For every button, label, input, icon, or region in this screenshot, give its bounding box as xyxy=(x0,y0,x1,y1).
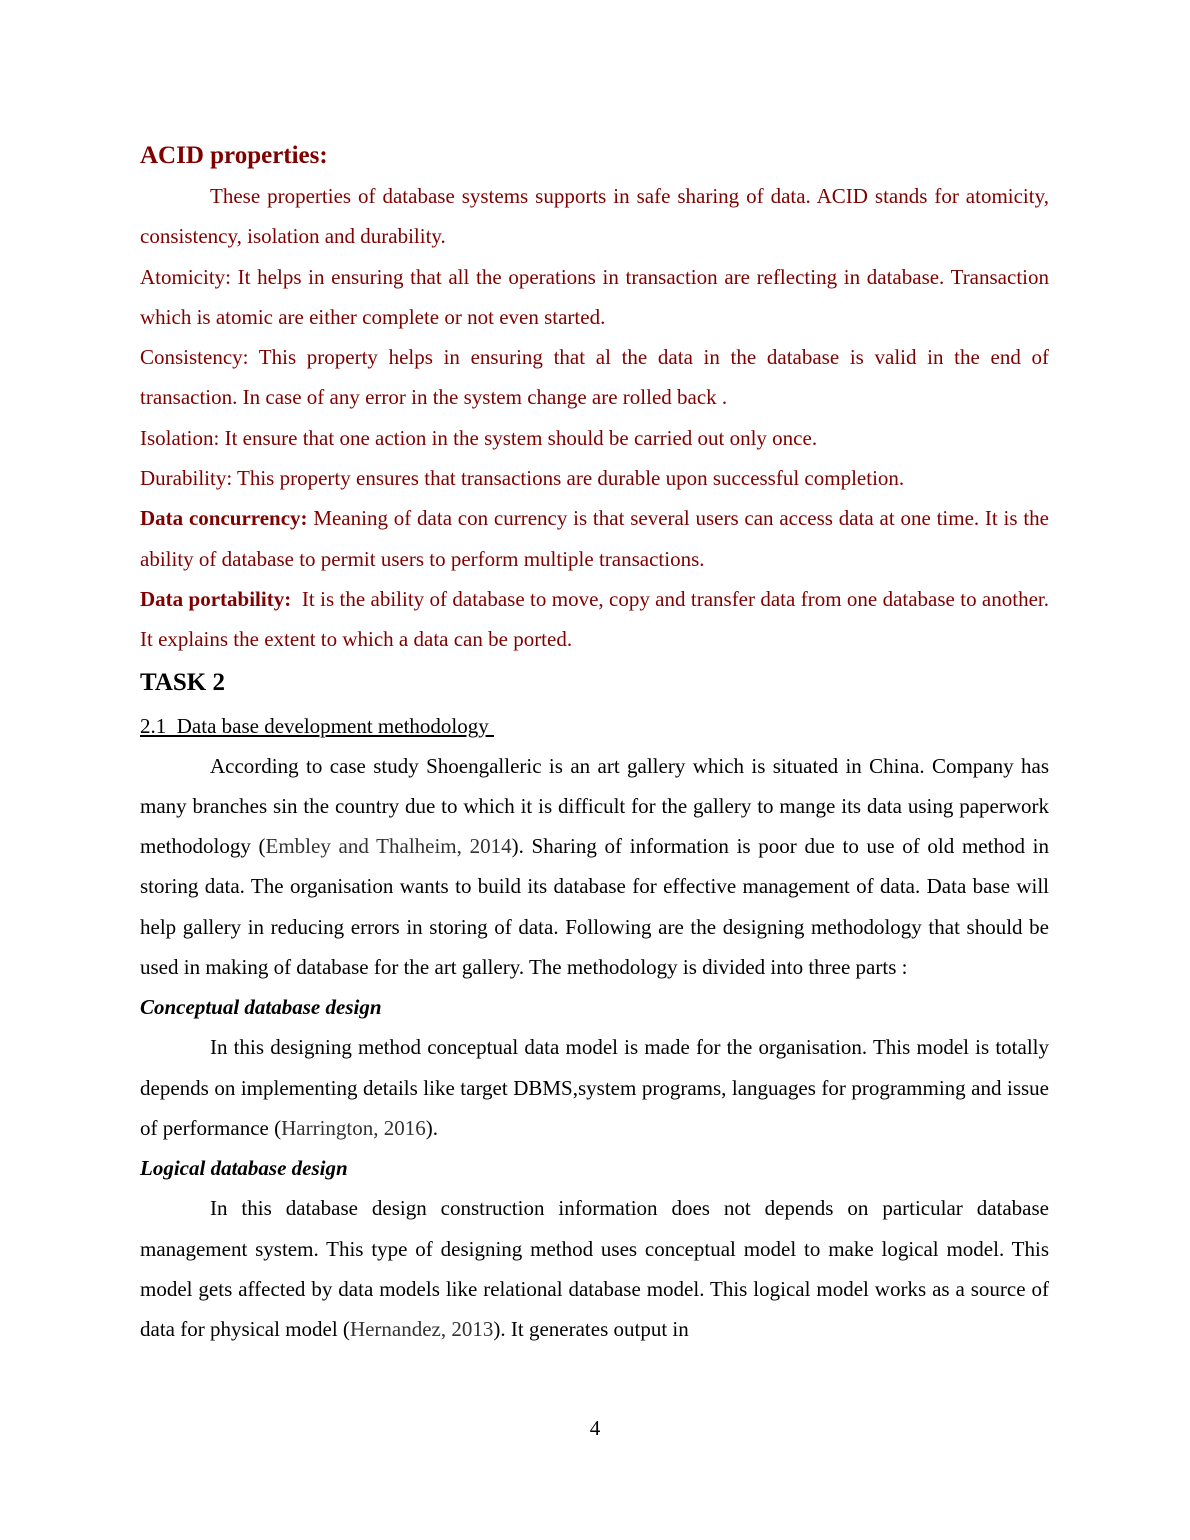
acid-heading: ACID properties: xyxy=(140,142,328,169)
citation-hernandez: Hernandez, 2013 xyxy=(349,1317,494,1342)
task2-heading: TASK 2 xyxy=(140,668,225,696)
conceptual-text-b: ). xyxy=(425,1115,438,1140)
logical-heading: Logical database design xyxy=(140,1156,348,1181)
methodology-subheading-text: 2.1 Data base development methodology xyxy=(140,713,494,738)
case-study-text-a: According to case study Shoengalleric is an art gallery which is situated in China. Company has many branches sin the country due to which it is difficult for the gallery to mange its data using paperwork methodology ( xyxy=(140,753,1049,859)
logical-text-b: ). It generates output in xyxy=(493,1317,689,1342)
logical-text-a: In this database design construction information does not depends on particular database management system. This type of designing method uses conceptual model to make logical model. This model gets affected by data models like relational database model. This logical model works as a source of data for physical model ( xyxy=(140,1196,1049,1342)
case-study-text-b: ). Sharing of information is poor due to use of old method in storing data. The organisation wants to build its database for effective management of data. Data base will help gallery in reducing errors in storing of data. Following are the designing methodology that should be used in making of database for the art gallery. The methodology is divided into three parts : xyxy=(140,834,1049,980)
consistency-paragraph: Consistency: This property helps in ensuring that al the data in the database is valid in the end of transaction. In case of any error in the system change are rolled back . xyxy=(140,345,1049,410)
page-number: 4 xyxy=(589,1416,601,1440)
durability-paragraph: Durability: This property ensures that transactions are durable upon successful completion. xyxy=(140,466,905,491)
citation-harrington: Harrington, 2016 xyxy=(281,1115,426,1140)
portability-label: Data portability: xyxy=(140,586,292,611)
citation-embley: Embley and Thalheim, 2014 xyxy=(265,834,512,859)
concurrency-text: Meaning of data con currency is that several users can access data at one time. It is the ability of database to permit users to perform multiple transactions. xyxy=(140,506,1049,571)
case-study-paragraph xyxy=(140,746,1049,988)
acid-intro: These properties of database systems supports in safe sharing of data. ACID stands for atomicity, consistency, isolation and durability. xyxy=(140,184,1049,249)
conceptual-heading: Conceptual database design xyxy=(140,995,382,1020)
portability-text: It is the ability of database to move, copy and transfer data from one database to another. It explains the extent to which a data can be ported. xyxy=(140,586,1055,652)
concurrency-paragraph xyxy=(140,498,1049,579)
conceptual-text-a: In this designing method conceptual data model is made for the organisation. This model is totally depends on implementing details like target DBMS,system programs, languages for programming and issue of performance ( xyxy=(140,1035,1049,1140)
portability-paragraph xyxy=(140,579,1055,660)
conceptual-paragraph xyxy=(140,1027,1049,1148)
isolation-paragraph: Isolation: It ensure that one action in the system should be carried out only once. xyxy=(140,425,818,450)
logical-paragraph xyxy=(140,1188,1049,1349)
concurrency-label: Data concurrency: xyxy=(140,506,308,531)
atomicity-paragraph: Atomicity: It helps in ensuring that all the operations in transaction are reflecting in database. Transaction which is atomic are either complete or not even started. xyxy=(140,264,1049,329)
methodology-subheading xyxy=(140,706,1049,746)
document-page xyxy=(140,138,1055,1349)
